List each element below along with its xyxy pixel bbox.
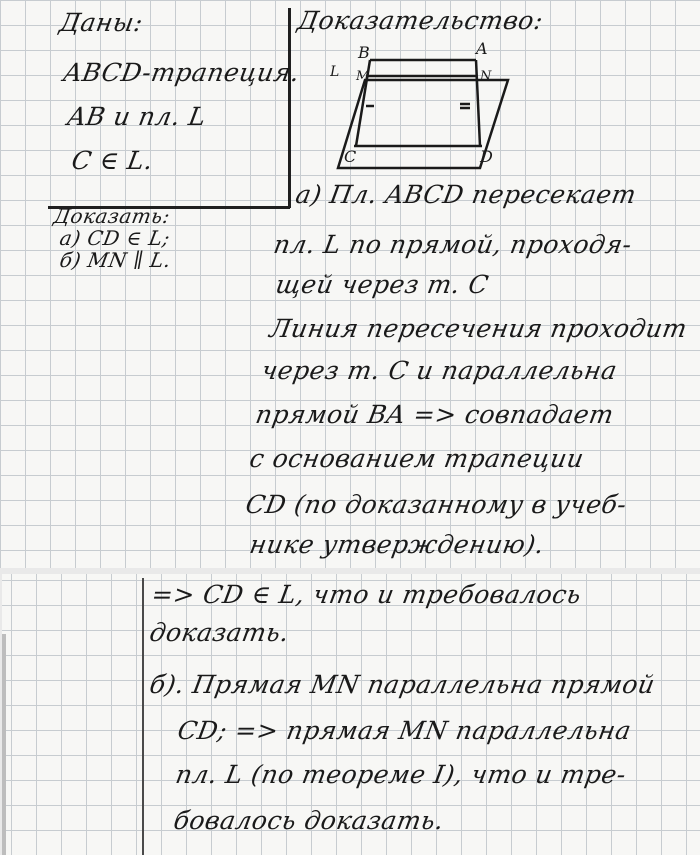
given-line-3: C ∈ L. bbox=[69, 146, 156, 175]
proof-a-end-line-1: => CD ∈ L, что и требовалось bbox=[149, 580, 584, 609]
proof-b-line-1: б). Прямая MN параллельна прямой bbox=[147, 670, 658, 699]
given-title: Даны: bbox=[57, 8, 146, 37]
proof-a-line-6: прямой BA => совпадает bbox=[253, 400, 617, 429]
label-m: M bbox=[356, 69, 370, 84]
proof-title: Доказательство: bbox=[295, 6, 546, 35]
proof-a-line-5: через т. C и параллельна bbox=[259, 356, 620, 385]
label-b: B bbox=[358, 43, 370, 62]
label-n: N bbox=[480, 69, 492, 84]
binding-edge bbox=[2, 634, 6, 855]
prove-item-a: а) CD ∈ L; bbox=[57, 226, 173, 250]
notebook-page-bottom bbox=[2, 574, 700, 855]
proof-a-line-3: щей через т. C bbox=[273, 270, 491, 299]
prove-item-b: б) MN ∥ L. bbox=[57, 248, 174, 272]
given-line-1: ABCD-трапеция. bbox=[61, 58, 303, 87]
proof-a-line-8: CD (по доказанному в учеб- bbox=[243, 490, 630, 519]
label-c: C bbox=[344, 147, 357, 166]
proof-b-line-3: пл. L (по теореме I), что и тре- bbox=[173, 760, 629, 789]
proof-a-line-2: пл. L по прямой, проходя- bbox=[271, 230, 635, 259]
proof-a-line-7: с основанием трапеции bbox=[247, 444, 587, 473]
given-box-right-border bbox=[288, 8, 291, 208]
label-a: A bbox=[476, 40, 488, 58]
proof-a-end-line-2: доказать. bbox=[147, 618, 292, 647]
proof-b-line-4: бовалось доказать. bbox=[171, 806, 447, 835]
proof-a-line-1: а) Пл. ABCD пересекает bbox=[293, 180, 639, 209]
proof-b-line-2: CD; => прямая MN параллельна bbox=[175, 716, 634, 745]
given-line-2: AB и пл. L bbox=[65, 102, 209, 131]
label-d: D bbox=[480, 147, 493, 166]
proof-a-line-4: Линия пересечения проходит bbox=[267, 314, 690, 343]
margin-line bbox=[142, 578, 144, 855]
prove-title: Доказать: bbox=[51, 204, 173, 228]
label-plane-l: L bbox=[330, 64, 340, 80]
trapezoid-plane-figure bbox=[330, 40, 520, 175]
proof-a-line-9: нике утверждению). bbox=[247, 530, 547, 559]
